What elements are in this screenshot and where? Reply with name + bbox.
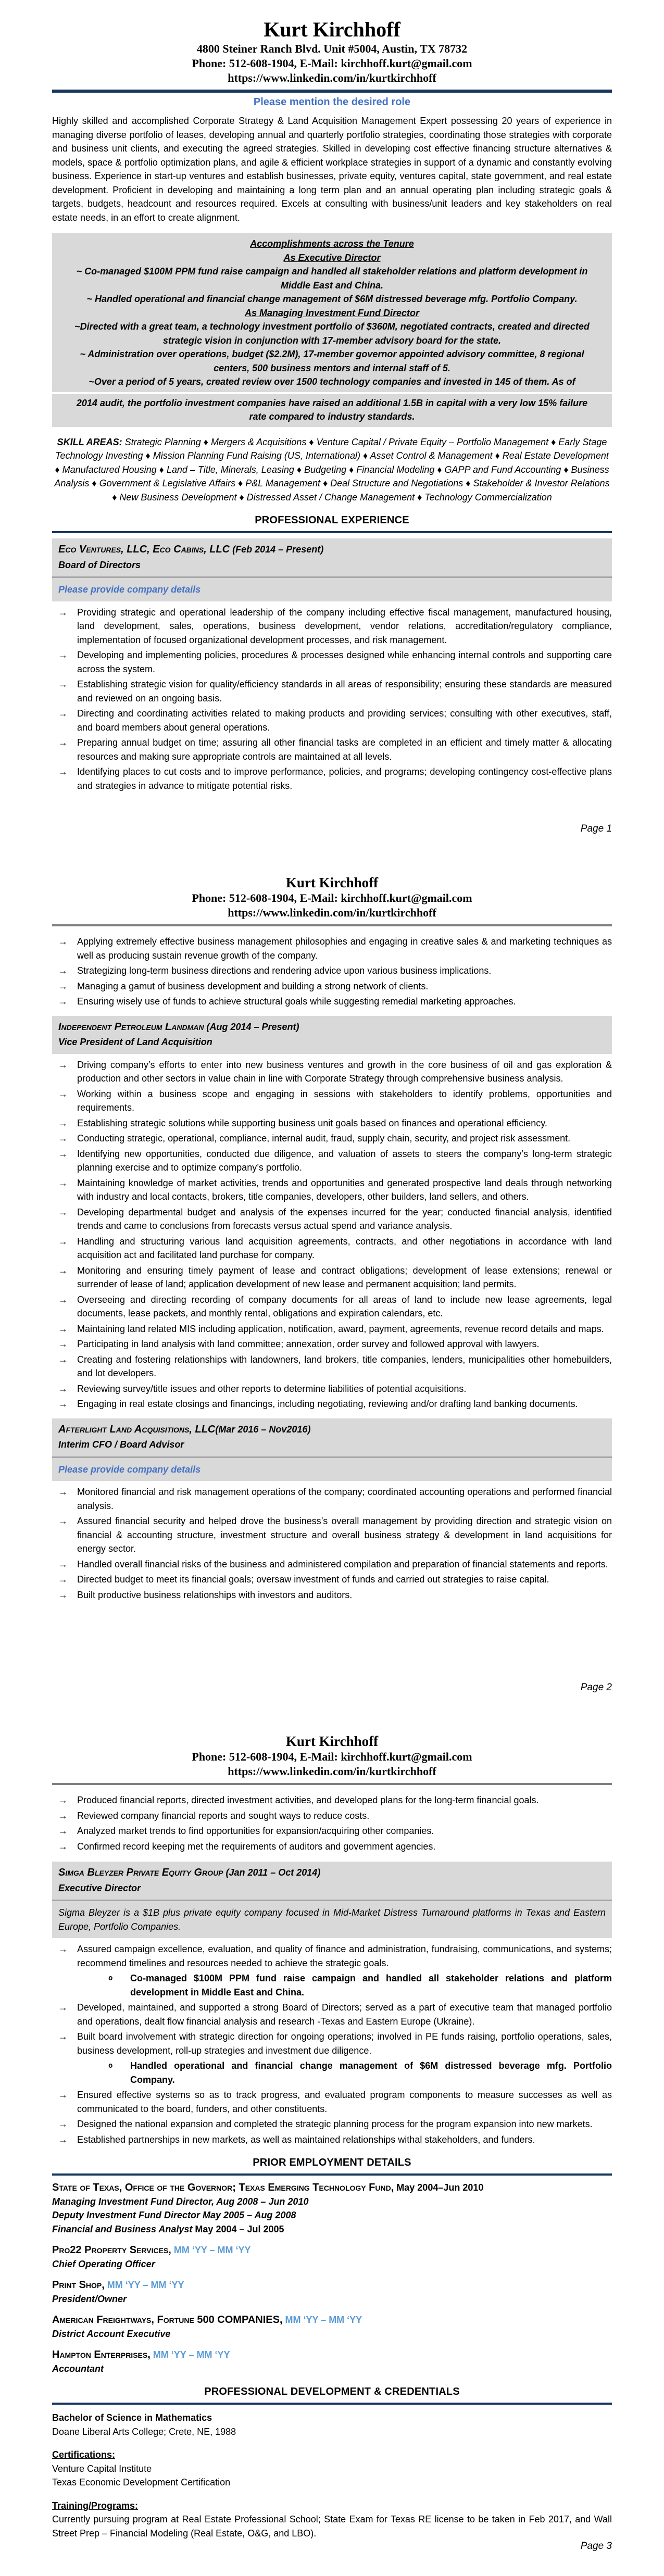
arrow-bullet-icon: → bbox=[58, 1559, 68, 1569]
job-dates: (Aug 2014 – Present) bbox=[204, 1021, 299, 1032]
section-rule bbox=[52, 2403, 612, 2405]
arrow-bullet-icon: → bbox=[58, 708, 68, 719]
arrow-bullet-icon: → bbox=[58, 981, 68, 991]
job-dates: (Feb 2014 – Present) bbox=[230, 544, 324, 555]
bullet-text: Conducting strategic, operational, compliance, internal audit, fraud, supply chain, security, and project risk assessment. bbox=[77, 1133, 571, 1144]
job-bullet-list bbox=[52, 1058, 612, 1411]
accomplishment-item: ~Over a period of 5 years, created review over 1500 technology companies and invested in 145 of them. As of bbox=[89, 376, 575, 387]
sub-bullet-item bbox=[102, 2059, 612, 2087]
linkedin-url: https://www.linkedin.com/in/kurtkirchhoff bbox=[228, 906, 436, 919]
bullet-text: Overseeing and directing recording of company documents for all areas of land to include new lease agreements, legal documents, lease packets, and monthly rental, obligations and expiration calendars, etc. bbox=[77, 1294, 612, 1318]
prior-company-line bbox=[52, 2348, 612, 2362]
prior-dates-placeholder: MM ‘YY – MM ‘YY bbox=[171, 2245, 251, 2255]
job-box-divider bbox=[52, 1900, 612, 1901]
arrow-bullet-icon: → bbox=[58, 1826, 68, 1836]
bullet-item bbox=[52, 1485, 612, 1513]
bullet-text: Co-managed $100M PPM fund raise campaign and handled all stakeholder relations and platform development in Middle East and China. bbox=[130, 1973, 612, 1997]
bullet-item bbox=[52, 1205, 612, 1233]
bullet-item bbox=[52, 1793, 612, 1807]
job-header-afterlight bbox=[52, 1418, 612, 1481]
skill-areas-list: Strategic Planning ♦ Mergers & Acquisitions ♦ Venture Capital / Private Equity – Portfolio Management ♦ Early Stage Technology Investing ♦ Mission Planning Fund Raising (US, International) ♦ Asset Control & Management ♦ Real Estate Development ♦ Manufactured Housing ♦ Land – Title, Minerals, Leasing ♦ Budgeting ♦ Financial Modeling ♦ GAPP and Fund Accounting ♦ Business Analysis ♦ Government & Legislative Affairs ♦ P&L Management ♦ Deal Structure and Negotiations ♦ Stakeholder & Investor Relations ♦ New Business Development ♦ Distressed Asset / Change Management ♦ Technology Commercialization bbox=[54, 436, 610, 502]
bullet-text: Establishing strategic vision for quality/efficiency standards in all areas of responsibility; ensuring these standards are measured and reviewed on an ongoing basis. bbox=[77, 679, 612, 703]
job-company: Eco Ventures, LLC, Eco Cabins, LLC bbox=[58, 544, 230, 555]
header-divider-rule bbox=[52, 1783, 612, 1785]
prior-dates-placeholder: MM ‘YY – MM ‘YY bbox=[150, 2349, 230, 2360]
bullet-text: Maintaining land related MIS including application, notification, award, payment, agreements, revenue record details and maps. bbox=[77, 1323, 604, 1334]
candidate-name: Kurt Kirchhoff bbox=[285, 1733, 379, 1749]
bullet-text: Assured financial security and helped drove the business’s overall management by providing direction and strategic vision on financial & accounting structure, investment structure and overall business strategy & development in land acquisitions for energy sector. bbox=[77, 1516, 612, 1554]
candidate-name: Kurt Kirchhoff bbox=[285, 875, 379, 890]
bullet-item bbox=[52, 1087, 612, 1115]
page-3 bbox=[0, 1717, 664, 2576]
bullet-text: Ensured effective systems so as to track progress, and evaluated program components to measure successes as well as communicated to the board, funders, and other constituents. bbox=[77, 2090, 612, 2114]
prior-employment-entry bbox=[52, 2313, 612, 2341]
bullet-text: Creating and fostering relationships with landowners, land brokers, title companies, lenders, municipalities other homebuilders, and lot developers. bbox=[77, 1354, 612, 1378]
bullet-item bbox=[52, 1176, 612, 1204]
bullet-text: Monitored financial and risk management operations of the company; coordinated accounting operations and performed financial analysis. bbox=[77, 1487, 612, 1511]
arrow-bullet-icon: → bbox=[58, 766, 68, 777]
job-company: Afterlight Land Acquisitions, LLC bbox=[58, 1423, 216, 1435]
company-description: Sigma Bleyzer is a $1B plus private equity company focused in Mid-Market Distress Turnaround platforms in Texas and Eastern Europe, Portfolio Companies. bbox=[58, 1907, 606, 1932]
bullet-text: Analyzed market trends to find opportunities for expansion/acquiring other companies. bbox=[77, 1826, 434, 1836]
section-rule bbox=[52, 2173, 612, 2176]
bullet-item bbox=[52, 1337, 612, 1351]
prior-dates-placeholder: MM ‘YY – MM ‘YY bbox=[282, 2315, 362, 2325]
accomplishment-item: ~Directed with a great team, a technology investment portfolio of $360M, negotiated contracts, created and directed strategic vision in conjunction with 17-member advisory board for the state. bbox=[74, 321, 590, 346]
bullet-item bbox=[52, 1116, 612, 1130]
prior-dates-placeholder: MM ‘YY – MM ‘YY bbox=[104, 2280, 184, 2290]
skill-areas bbox=[52, 435, 612, 505]
bullet-text: Strategizing long-term business directions and rendering advice upon various business implications. bbox=[77, 965, 492, 976]
bullet-item bbox=[52, 648, 612, 676]
job-company: Simga Bleyzer Private Equity Group bbox=[58, 1867, 223, 1878]
bullet-text: Designed the national expansion and completed the strategic planning process for the program expansion into new markets. bbox=[77, 2119, 593, 2129]
accomplishment-item: ~ Handled operational and financial change management of $6M distressed beverage mfg. Portfolio Company. bbox=[86, 294, 578, 304]
phone-email-line: Phone: 512-608-1904, E-Mail: kirchhoff.kurt@gmail.com bbox=[192, 57, 472, 70]
section-heading-prior-employment: PRIOR EMPLOYMENT DETAILS bbox=[253, 2157, 411, 2168]
prior-company: Hampton Enterprises, bbox=[52, 2349, 151, 2360]
bullet-text: Participating in land analysis with land committee; annexation, order survey and followed approval with lawyers. bbox=[77, 1339, 540, 1349]
arrow-bullet-icon: → bbox=[58, 1589, 68, 1600]
arrow-bullet-icon: → bbox=[58, 1399, 68, 1409]
job-role: Vice President of Land Acquisition bbox=[58, 1037, 212, 1047]
job-bullet-list-continued bbox=[52, 1793, 612, 1853]
bullet-text: Handled operational and financial change management of $6M distressed beverage mfg. Portfolio Company. bbox=[130, 2060, 612, 2085]
arrow-bullet-icon: → bbox=[58, 1148, 68, 1159]
bullet-text: Produced financial reports, directed investment activities, and developed plans for the long-term financial goals. bbox=[77, 1795, 539, 1805]
bullet-item bbox=[52, 765, 612, 793]
prior-role-title: Managing Investment Fund Director, Aug 2008 – Jun 2010 bbox=[52, 2196, 309, 2207]
prior-employment-entry bbox=[52, 2181, 612, 2236]
arrow-bullet-icon: → bbox=[58, 1810, 68, 1821]
job-company-line bbox=[58, 1020, 606, 1034]
arrow-bullet-icon: → bbox=[58, 607, 68, 618]
arrow-bullet-icon: → bbox=[58, 1944, 68, 1954]
job-bullet-list bbox=[52, 1485, 612, 1602]
job-bullet-list-continued bbox=[52, 935, 612, 1009]
bullet-text: Reviewing survey/title issues and other reports to determine liabilities of potential acquisitions. bbox=[77, 1383, 467, 1394]
bullet-item bbox=[52, 1382, 612, 1396]
bullet-item bbox=[52, 1573, 612, 1587]
prior-role-title: Financial and Business Analyst bbox=[52, 2223, 193, 2234]
linkedin-url: https://www.linkedin.com/in/kurtkirchhoff bbox=[228, 71, 436, 84]
arrow-bullet-icon: → bbox=[58, 1117, 68, 1128]
arrow-bullet-icon: → bbox=[58, 1294, 68, 1305]
job-company-line bbox=[58, 1866, 606, 1880]
bullet-text: Handled overall financial risks of the business and administered compilation and preparation of financial statements and reports. bbox=[77, 1559, 608, 1569]
bullet-text: Developing and implementing policies, procedures & processes designed while enhancing internal controls and supporting care across the system. bbox=[77, 650, 612, 674]
accomplishment-item: ~ Administration over operations, budget ($2.2M), 17-member governor appointed advisory committee, 8 regional centers, 500 business mentors and internal staff of 5. bbox=[80, 349, 584, 373]
prior-company: State of Texas, Office of the Governor; Texas Emerging Technology Fund, bbox=[52, 2182, 394, 2193]
arrow-bullet-icon: → bbox=[58, 936, 68, 947]
page-number: Page 1 bbox=[580, 823, 612, 834]
certification-item: Venture Capital Institute bbox=[52, 2463, 152, 2474]
arrow-bullet-icon: → bbox=[58, 737, 68, 748]
circle-bullet-icon: o bbox=[108, 2062, 113, 2070]
bullet-text: Working within a business scope and engaging in sessions with stakeholders to identify problems, opportunities and requirements. bbox=[77, 1088, 612, 1113]
certification-item: Texas Economic Development Certification bbox=[52, 2477, 231, 2487]
certifications-label: Certifications: bbox=[52, 2449, 116, 2460]
phone-email-line: Phone: 512-608-1904, E-Mail: kirchhoff.kurt@gmail.com bbox=[192, 891, 472, 904]
arrow-bullet-icon: → bbox=[58, 1516, 68, 1526]
bullet-text: Built productive business relationships with investors and auditors. bbox=[77, 1589, 353, 1600]
prior-role bbox=[52, 2222, 612, 2236]
sub-bullet-item bbox=[102, 1971, 612, 1999]
prior-role: Accountant bbox=[52, 2363, 104, 2374]
arrow-bullet-icon: → bbox=[58, 2002, 68, 2013]
header-divider-rule bbox=[52, 924, 612, 926]
arrow-bullet-icon: → bbox=[58, 2119, 68, 2129]
bullet-text: Identifying places to cut costs and to improve performance, policies, and programs; developing contingency cost-effective plans and strategies in advance to mitigate potential risks. bbox=[77, 766, 612, 791]
bullet-item bbox=[52, 2133, 612, 2147]
arrow-bullet-icon: → bbox=[58, 2134, 68, 2145]
arrow-bullet-icon: → bbox=[58, 1236, 68, 1247]
job-dates: (Jan 2011 – Oct 2014) bbox=[223, 1867, 321, 1878]
bullet-item bbox=[52, 1132, 612, 1146]
prior-company: Pro22 Property Services, bbox=[52, 2244, 171, 2256]
bullet-item bbox=[52, 707, 612, 734]
bullet-text: Preparing annual budget on time; assuring all other financial tasks are completed in an efficient and timely matter & allocating resources and making sure appropriate controls are maintained at all levels. bbox=[77, 737, 612, 762]
arrow-bullet-icon: → bbox=[58, 1088, 68, 1099]
bullet-text: Identifying new opportunities, conducted due diligence, and valuation of assets to steers the company’s long-term strategic planning exercise and to optimize company’s portfolio. bbox=[77, 1148, 612, 1173]
bullet-item bbox=[52, 1235, 612, 1262]
bullet-item bbox=[52, 677, 612, 705]
education-block bbox=[52, 2411, 612, 2540]
prior-role-title: Deputy Investment Fund Director May 2005 – Aug 2008 bbox=[52, 2210, 296, 2220]
arrow-bullet-icon: → bbox=[58, 996, 68, 1007]
arrow-bullet-icon: → bbox=[58, 1207, 68, 1217]
bullet-text: Reviewed company financial reports and sought ways to reduce costs. bbox=[77, 1810, 370, 1821]
bullet-text: Maintaining knowledge of market activities, trends and opportunities and generated prospective land deals through networking with industry and local contacts, brokers, title companies, developers, other builders, land sellers, and others. bbox=[77, 1177, 612, 1202]
company-details-prompt: Please provide company details bbox=[58, 584, 201, 595]
accomplishments-title: Accomplishments across the Tenure bbox=[250, 238, 414, 249]
arrow-bullet-icon: → bbox=[58, 2031, 68, 2042]
prior-dates: May 2004–Jun 2010 bbox=[394, 2182, 484, 2193]
prior-role: President/Owner bbox=[52, 2293, 127, 2304]
bullet-text: Providing strategic and operational leadership of the company including effective fiscal management, manufactured housing, land development, sales, operations, business development, vendor relations, accreditation/regulatory compliance, implementation of focused organizational development processes, and risk management. bbox=[77, 607, 612, 645]
bullet-item bbox=[52, 1058, 612, 1086]
job-company-line bbox=[58, 1423, 606, 1437]
accomplishments-fund-heading: As Managing Investment Fund Director bbox=[244, 307, 420, 318]
bullet-text: Handling and structuring various land acquisition agreements, contracts, and other negotiations in accordance with land acquisition act and facilitated land purchase for company. bbox=[77, 1236, 612, 1260]
arrow-bullet-icon: → bbox=[58, 1383, 68, 1394]
arrow-bullet-icon: → bbox=[58, 679, 68, 689]
arrow-bullet-icon: → bbox=[58, 1841, 68, 1852]
arrow-bullet-icon: → bbox=[58, 650, 68, 660]
accomplishments-box bbox=[52, 233, 612, 392]
job-header-petroleum-landman bbox=[52, 1016, 612, 1054]
job-dates: (Mar 2016 – Nov2016) bbox=[215, 1424, 311, 1435]
bullet-item bbox=[52, 935, 612, 962]
prior-role bbox=[52, 2208, 612, 2222]
prior-company-line bbox=[52, 2243, 612, 2257]
section-rule bbox=[52, 531, 612, 533]
prior-role-dates: May 2004 – Jul 2005 bbox=[192, 2223, 284, 2234]
bullet-item bbox=[52, 1293, 612, 1321]
prior-role: Chief Operating Officer bbox=[52, 2258, 155, 2269]
arrow-bullet-icon: → bbox=[58, 1487, 68, 1497]
job-header-simga-bleyzer bbox=[52, 1862, 612, 1938]
arrow-bullet-icon: → bbox=[58, 1339, 68, 1349]
accomplishments-exec-heading: As Executive Director bbox=[283, 252, 381, 263]
bullet-text: Developed, maintained, and supported a strong Board of Directors; served as a part of executive team that managed portfolio and operations, dealt flow financial analysis and research -Texas and Eastern Europe (Ukraine). bbox=[77, 2002, 612, 2027]
job-box-divider bbox=[52, 576, 612, 578]
school: Doane Liberal Arts College; Crete, NE, 1988 bbox=[52, 2426, 236, 2437]
job-company: Independent Petroleum Landman bbox=[58, 1021, 204, 1033]
job-box-divider bbox=[52, 1456, 612, 1458]
bullet-item bbox=[52, 1353, 612, 1380]
arrow-bullet-icon: → bbox=[58, 1574, 68, 1585]
bullet-item bbox=[52, 1824, 612, 1838]
bullet-item bbox=[52, 2088, 612, 2116]
accomplishments-box-continuation bbox=[52, 394, 612, 427]
bullet-item bbox=[52, 995, 612, 1009]
bullet-text: Built board involvement with strategic direction for ongoing operations; involved in PE funds raising, portfolio operations, sales, business development, roll-up strategies and investment due diligence. bbox=[77, 2031, 612, 2056]
section-heading-professional-experience: PROFESSIONAL EXPERIENCE bbox=[255, 514, 409, 526]
prior-company-line bbox=[52, 2278, 612, 2292]
bullet-text: Driving company’s efforts to enter into new business ventures and growth in the core business of oil and gas exploration & production and other sectors in value chain in line with Corporate Strategy through comprehensive business analysis. bbox=[77, 1059, 612, 1084]
bullet-text: Confirmed record keeping met the requirements of auditors and government agencies. bbox=[77, 1841, 436, 1852]
bullet-text: Applying extremely effective business management philosophies and engaging in creative sales & and marketing techniques as well as producing sustain revenue growth of the company. bbox=[77, 936, 612, 961]
address-line: 4800 Steiner Ranch Blvd. Unit #5004, Austin, TX 78732 bbox=[196, 42, 468, 55]
job-bullet-list bbox=[52, 606, 612, 793]
bullet-text: Assured campaign excellence, evaluation, and quality of finance and administration, fundraising, communications, and systems; recommend timelines and resources needed to achieve the strategic goals. bbox=[77, 1944, 612, 1968]
candidate-name: Kurt Kirchhoff bbox=[264, 18, 400, 41]
prior-employment-entry bbox=[52, 2243, 612, 2271]
arrow-bullet-icon: → bbox=[58, 1059, 68, 1070]
job-bullet-list bbox=[52, 1942, 612, 2146]
job-header-eco-ventures bbox=[52, 538, 612, 601]
bullet-item bbox=[52, 1557, 612, 1572]
bullet-text: Developing departmental budget and analysis of the expenses incurred for the year; conducted financial analysis, identified trends and came to conclusions from forecasts versus actual spend and variance analysis. bbox=[77, 1207, 612, 1231]
company-details-prompt: Please provide company details bbox=[58, 1464, 201, 1475]
prior-company-line bbox=[52, 2181, 612, 2195]
bullet-text: Directed budget to meet its financial goals; oversaw investment of funds and carried out strategies to raise capital. bbox=[77, 1574, 549, 1585]
job-role: Interim CFO / Board Advisor bbox=[58, 1439, 184, 1450]
bullet-text: Directing and coordinating activities related to making products and providing services; consulting with other executives, staff, and board members about general operations. bbox=[77, 708, 612, 733]
arrow-bullet-icon: → bbox=[58, 965, 68, 976]
bullet-text: Established partnerships in new markets, as well as maintained relationships withal stakeholders, and funders. bbox=[77, 2134, 535, 2145]
bullet-text: Engaging in real estate closings and financings, including negotiating, reviewing and/or drafting land banking documents. bbox=[77, 1399, 578, 1409]
phone-email-line: Phone: 512-608-1904, E-Mail: kirchhoff.kurt@gmail.com bbox=[192, 1750, 472, 1763]
circle-bullet-icon: o bbox=[108, 1974, 113, 1982]
bullet-item bbox=[52, 2030, 612, 2057]
bullet-item bbox=[52, 1397, 612, 1411]
arrow-bullet-icon: → bbox=[58, 1354, 68, 1365]
skill-areas-label: SKILL AREAS: bbox=[57, 436, 122, 447]
arrow-bullet-icon: → bbox=[58, 1133, 68, 1144]
bullet-item bbox=[52, 1514, 612, 1556]
arrow-bullet-icon: → bbox=[58, 1795, 68, 1805]
job-role: Executive Director bbox=[58, 1882, 141, 1893]
prior-employment-entry bbox=[52, 2278, 612, 2306]
bullet-item bbox=[52, 1840, 612, 1854]
bullet-item bbox=[52, 964, 612, 978]
bullet-item bbox=[52, 1942, 612, 1970]
bullet-item bbox=[52, 2117, 612, 2131]
bullet-item bbox=[52, 606, 612, 647]
bullet-text: Monitoring and ensuring timely payment of lease and contract obligations; development of lease extensions; renewal or surrender of lease of land; application development of new lease and permanent acquisition; land permits. bbox=[77, 1265, 612, 1289]
page-number: Page 2 bbox=[580, 1681, 612, 1693]
bullet-item bbox=[52, 736, 612, 763]
bullet-text: Managing a gamut of business development and building a strong network of clients. bbox=[77, 981, 429, 991]
page-1 bbox=[0, 0, 664, 859]
training-text: Currently pursuing program at Real Estate Professional School; State Exam for Texas RE license to be taken in Feb 2017, and Wall Street Prep – Financial Modeling (Real Estate, O&G, and LBO). bbox=[52, 2514, 612, 2539]
linkedin-url: https://www.linkedin.com/in/kurtkirchhoff bbox=[228, 1765, 436, 1778]
bullet-text: Establishing strategic solutions while supporting business unit goals based on finances and operational efficiency. bbox=[77, 1117, 547, 1128]
bullet-item bbox=[52, 2001, 612, 2028]
prior-company-line bbox=[52, 2313, 612, 2327]
bullet-item bbox=[52, 979, 612, 994]
bullet-item bbox=[52, 1809, 612, 1823]
accomplishment-item: 2014 audit, the portfolio investment companies have raised an additional 1.5B in capital with a very low 15% failure rate compared to industry standards. bbox=[76, 397, 588, 422]
bullet-item bbox=[52, 1264, 612, 1291]
training-label: Training/Programs: bbox=[52, 2500, 139, 2511]
bullet-item bbox=[52, 1147, 612, 1175]
arrow-bullet-icon: → bbox=[58, 2090, 68, 2100]
job-company-line bbox=[58, 543, 606, 557]
bullet-item bbox=[52, 1322, 612, 1336]
arrow-bullet-icon: → bbox=[58, 1323, 68, 1334]
arrow-bullet-icon: → bbox=[58, 1177, 68, 1188]
page-number: Page 3 bbox=[580, 2540, 612, 2552]
job-role: Board of Directors bbox=[58, 559, 141, 570]
arrow-bullet-icon: → bbox=[58, 1265, 68, 1276]
prior-role bbox=[52, 2195, 612, 2209]
prior-role: District Account Executive bbox=[52, 2328, 171, 2339]
prior-company: American Freightways, Fortune 500 COMPANIES, bbox=[52, 2314, 283, 2326]
bullet-text: Ensuring wisely use of funds to achieve structural goals while suggesting remedial marketing approaches. bbox=[77, 996, 516, 1007]
desired-role-note: Please mention the desired role bbox=[253, 96, 411, 108]
header-divider-rule bbox=[52, 90, 612, 93]
accomplishment-item: ~ Co-managed $100M PPM fund raise campaign and handled all stakeholder relations and platform development in Middle East and China. bbox=[76, 266, 588, 291]
prior-company: Print Shop, bbox=[52, 2279, 105, 2291]
degree: Bachelor of Science in Mathematics bbox=[52, 2412, 212, 2423]
prior-employment-entry bbox=[52, 2348, 612, 2376]
section-heading-professional-development: PROFESSIONAL DEVELOPMENT & CREDENTIALS bbox=[204, 2386, 460, 2397]
page-2 bbox=[0, 859, 664, 1717]
bullet-item bbox=[52, 1588, 612, 1602]
summary-paragraph: Highly skilled and accomplished Corporate Strategy & Land Acquisition Management Expert possessing 20 years of experience in managing diverse portfolio of leases, developing annual and quarterly portfolio strategies, coordinating those strategies with corporate and business unit clients, and executing the agreed strategies. Skilled in developing cost effective financing structure alternatives & models, space & portfolio optimization plans, and agile & efficient workplace strategies in support of a dynamic and constantly evolving business. Experience in start-up ventures and establish businesses, private equity, ventures capital, state government, and real estate development. Proficient in developing and maintaining a long term plan and an annual operating plan including strategic goals & targets, budgets, headcount and resources required. Excels at consulting with business/unit leaders and key stakeholders on real estate needs, in an effort to create alignment. bbox=[52, 116, 612, 223]
